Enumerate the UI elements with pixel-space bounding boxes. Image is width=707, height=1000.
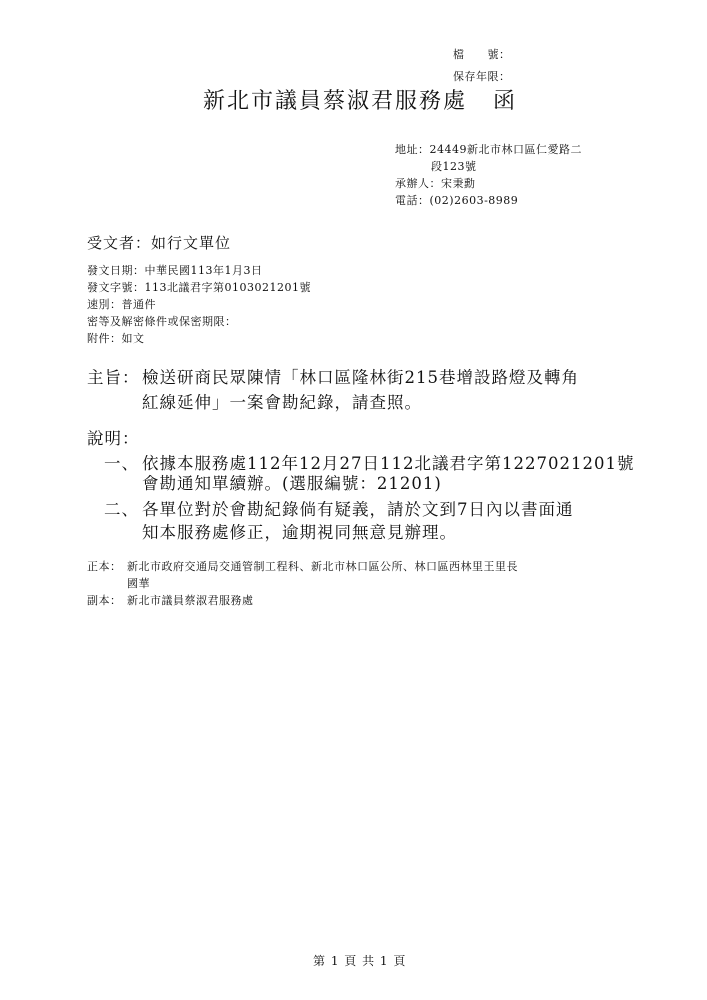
- copy-recipients-label: 副本：: [87, 594, 122, 607]
- explanation-item-2-line1: 各單位對於會勘紀錄倘有疑義，請於文到7日內以書面通: [142, 500, 574, 519]
- contact-address-line2: 段123號: [431, 160, 477, 173]
- subject-line1: 檢送研商民眾陳情「林口區隆林街215巷增設路燈及轉角: [142, 368, 579, 387]
- subject-line2: 紅線延伸」一案會勘紀錄，請查照。: [142, 393, 422, 412]
- document-title: [203, 84, 517, 115]
- explanation-item-2-line2: 知本服務處修正，逾期視同無意見辦理。: [142, 523, 457, 542]
- original-recipients-line2: 國華: [127, 577, 150, 590]
- issue-date: 發文日期：中華民國113年1月3日: [87, 264, 263, 277]
- explanation-item-2-number: 二、: [104, 500, 139, 519]
- original-recipients-line1: 新北市政府交通局交通管制工程科、新北市林口區公所、林口區西林里王里長: [127, 560, 518, 573]
- explanation-item-1-number: 一、: [104, 454, 139, 473]
- copy-recipients: 新北市議員蔡淑君服務處: [127, 594, 254, 607]
- retention-period-label: 保存年限：: [453, 70, 511, 83]
- office-name: 新北市議員蔡淑君服務處: [203, 89, 468, 114]
- subject-label: 主旨：: [87, 368, 140, 387]
- explanation-label: 說明：: [87, 429, 140, 448]
- attachment: 附件：如文: [87, 332, 145, 345]
- explanation-item-1-line1: 依據本服務處112年12月27日112北議君字第1227021201號: [142, 454, 635, 473]
- contact-address-line1: 地址：24449新北市林口區仁愛路二: [395, 143, 582, 156]
- contact-handler: 承辦人：宋秉勳: [395, 177, 476, 190]
- page-number: 第 1 頁 共 1 頁: [313, 954, 407, 968]
- delivery-speed: 速別：普通件: [87, 298, 156, 311]
- issue-number: 發文字號：113北議君字第0103021201號: [87, 281, 311, 294]
- file-number-label: 檔 號：: [453, 48, 511, 61]
- secrecy-level: 密等及解密條件或保密期限：: [87, 315, 237, 328]
- explanation-item-1-line2: 會勘通知單續辦。(選服編號：21201): [142, 474, 442, 493]
- original-recipients-label: 正本：: [87, 560, 122, 573]
- contact-phone: 電話：(02)2603-8989: [395, 194, 519, 207]
- doc-type: 函: [493, 89, 518, 114]
- recipient: 受文者：如行文單位: [87, 234, 232, 252]
